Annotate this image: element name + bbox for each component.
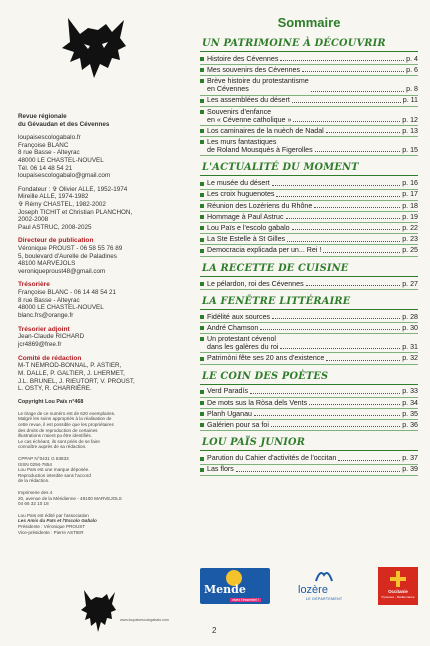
founder-line: Joseph TICHIT et Christian PLANCHON, xyxy=(18,208,133,216)
masthead-column xyxy=(18,14,188,535)
treasurer-block xyxy=(18,281,188,319)
committee-line: L. OSTY, R. CHARRIÈRE. xyxy=(18,385,92,393)
bullet-icon xyxy=(200,129,204,133)
legal-line: des droits de reproduction de certaines xyxy=(18,427,98,433)
email-link[interactable]: loupaisescologabalo@gmail.com xyxy=(18,172,111,180)
revue-line: du Gévaudan et des Cévennes xyxy=(18,120,110,128)
toc-section-junior: LOU PAÏS JUNIOR xyxy=(200,435,418,451)
treasurer-email-link[interactable]: blanc.frs@orange.fr xyxy=(18,312,74,320)
occitanie-name: Occitanie xyxy=(388,589,408,594)
toc-item[interactable]: Souvenirs d'enfance en « Cévenne catholique » p. 12 xyxy=(200,107,418,126)
bullet-icon xyxy=(200,68,204,72)
toc-item[interactable]: André Chamson p. 30 xyxy=(200,323,418,334)
lozere-name: lozère xyxy=(298,584,328,596)
contact-line: 48000 LE CHASTEL-NOUVEL xyxy=(18,156,104,164)
director-line: Véronique PROUST - 06 58 55 76 89 xyxy=(18,245,123,253)
printer-line: Imprimerie des 4 xyxy=(18,489,53,495)
bullet-icon xyxy=(200,182,204,186)
director-line: 5, boulevard d'Aurelle de Paladines xyxy=(18,252,117,260)
printer-block xyxy=(18,490,188,507)
bullet-icon xyxy=(200,57,204,61)
id-line: CPPAP N°0431 G 83833 xyxy=(18,455,69,461)
founders-block xyxy=(18,186,188,232)
director-email-link[interactable]: veroniqueproust48@gmail.com xyxy=(18,267,106,275)
committee-block xyxy=(18,355,188,393)
bullet-icon xyxy=(200,412,204,416)
director-block xyxy=(18,237,188,275)
bullet-icon xyxy=(200,204,204,208)
printer-line: 20, avenue de la Méridienne - 48100 MARVEJOLS xyxy=(18,495,122,501)
legal-line: Le cas échéant, ils sont priés de se faire xyxy=(18,438,100,444)
toc-item[interactable]: De mots sus la Ròsa dels Vents p. 34 xyxy=(200,398,418,409)
treasurer-line: Françoise BLANC - 06 14 48 54 21 xyxy=(18,289,117,297)
founder-line: Paul ASTRUC, 2008-2025 xyxy=(18,223,92,231)
bullet-icon xyxy=(200,238,204,242)
toc-item[interactable]: Les murs fantastiques de Roland Mousquès à Figerolles p. 15 xyxy=(200,137,418,156)
copyright-line: Copyright Lou Païs n°468 xyxy=(18,398,84,405)
contact-line: Françoise BLANC xyxy=(18,141,69,149)
toc-item[interactable]: Las flors p. 39 xyxy=(200,465,418,476)
toc-section-poetes: LE COIN DES POÈTES xyxy=(200,369,418,385)
founder-line: ✞ Rémy CHASTEL, 1982-2002 xyxy=(18,200,106,208)
lozere-subtitle: LE DÉPARTEMENT xyxy=(306,597,343,601)
legal-line: connaître auprès de sa rédaction. xyxy=(18,444,87,450)
bullet-icon xyxy=(200,110,204,114)
treasurer-line: 48000 LE CHASTEL-NOUVEL xyxy=(18,304,104,312)
toc-item[interactable]: Los caminaires de la nuèch de Nadal p. 13 xyxy=(200,126,418,137)
legal-line: illustrations n'aient pu être identifiés. xyxy=(18,433,92,439)
occitanie-logo xyxy=(378,567,418,605)
bullet-icon xyxy=(200,79,204,83)
committee-line: M-T NEMROD-BONNAL, P. ASTIER, xyxy=(18,362,122,370)
revue-subtitle xyxy=(18,113,188,128)
legal-line: cette revue, il est possible que les propriétaires xyxy=(18,422,114,427)
founder-line: Fondateur : ✞ Olivier ALLE, 1952-1974 xyxy=(18,185,128,193)
id-line: Reproduction interdite sans l'accord xyxy=(18,472,91,478)
revue-line: Revue régionale xyxy=(18,113,67,120)
ids-block xyxy=(18,456,188,484)
bullet-icon xyxy=(200,226,204,230)
bullet-icon xyxy=(200,282,204,286)
toc-item[interactable]: Réunion des Lozériens du Rhône p. 18 xyxy=(200,201,418,212)
publisher-line: Les Amis du Païs et l'Escolo Gabalo xyxy=(18,518,97,524)
toc-item[interactable]: Les croix huguenotes p. 17 xyxy=(200,190,418,201)
bullet-icon xyxy=(200,337,204,341)
toc-item[interactable]: Fidélité aux sources p. 28 xyxy=(200,312,418,323)
mende-tagline: vivez l'essentiel ! xyxy=(232,598,259,602)
toc-item[interactable]: Galérien pour sa foi p. 36 xyxy=(200,420,418,431)
director-line: 48100 MARVEJOLS xyxy=(18,260,76,268)
toc-item[interactable]: Mes souvenirs des Cévennes p. 6 xyxy=(200,65,418,76)
toc-item[interactable]: Democracia explicada per un... Rei ! p. 25 xyxy=(200,245,418,256)
bullet-icon xyxy=(200,326,204,330)
publisher-line: Présidente : Véronique PROUST xyxy=(18,523,86,529)
bullet-icon xyxy=(200,193,204,197)
toc-section-litteraire: LA FENÊTRE LITTÉRAIRE xyxy=(200,294,418,310)
id-line: ISSN 0294-7854 xyxy=(18,461,52,467)
assistant-treasurer-block xyxy=(18,326,188,349)
publisher-block xyxy=(18,513,188,535)
mende-name: Mende xyxy=(204,583,246,596)
bullet-icon xyxy=(200,468,204,472)
bullet-icon xyxy=(200,390,204,394)
toc-section-patrimoine: UN PATRIMOINE À DÉCOUVRIR xyxy=(200,36,418,52)
treasurer-title: Trésorière xyxy=(18,281,50,289)
id-line: de la rédaction. xyxy=(18,478,50,484)
lozere-mark-icon xyxy=(314,567,334,583)
contact-line: 8 rue Basse - Alteyrac xyxy=(18,149,80,157)
director-title: Directeur de publication xyxy=(18,237,94,245)
toc-item[interactable]: Verd Paradís p. 33 xyxy=(200,387,418,398)
legal-line: Le tirage de ce numéro est de 620 exemplaires. xyxy=(18,410,116,416)
toc-item[interactable]: La Ste Estelle à St Gilles p. 23 xyxy=(200,234,418,245)
toc-title: Sommaire xyxy=(277,15,341,30)
toc-section-actualite: L'ACTUALITÉ DU MOMENT xyxy=(200,160,418,176)
bullet-icon xyxy=(200,357,204,361)
assistant-treasurer-line: Jean-Claude RICHARD xyxy=(18,333,85,341)
mende-logo xyxy=(200,568,270,604)
publisher-line: Lou Païs est édité par l'association xyxy=(18,512,89,518)
website-link[interactable]: loupaisescologabalo.fr xyxy=(18,134,81,142)
page-number: 2 xyxy=(212,626,217,635)
bullet-icon xyxy=(200,249,204,253)
assistant-treasurer-email-link[interactable]: jcr4869@free.fr xyxy=(18,341,62,349)
occitanie-subtitle: Pyrénées - Méditerranée xyxy=(381,595,415,599)
bullet-icon xyxy=(200,140,204,144)
toc-item[interactable]: Le musée du désert p. 16 xyxy=(200,178,418,189)
toc-item[interactable]: Hommage à Paul Astruc p. 19 xyxy=(200,212,418,223)
sponsor-logos xyxy=(200,566,418,606)
wolf-head-small-icon xyxy=(78,588,118,634)
founder-line: Mireille ALLE, 1974-1982 xyxy=(18,193,89,201)
publisher-line: Vice-présidente : Pierre ASTIER xyxy=(18,529,84,535)
occitan-cross-icon xyxy=(390,571,406,587)
bottom-website-link[interactable]: www.loupaisescologabalo.com xyxy=(120,618,169,622)
toc-item[interactable]: Patrimòni fête ses 20 ans d'existence p. 32 xyxy=(200,353,418,364)
toc-item[interactable]: Brève histoire du protestantisme en Cévennes p. 8 xyxy=(200,76,418,95)
assistant-treasurer-title: Trésorier adjoint xyxy=(18,325,70,333)
toc-item[interactable]: Planh Uganau p. 35 xyxy=(200,409,418,420)
id-line: Lou Païs est une marque déposée. xyxy=(18,467,90,473)
toc-item[interactable]: Le pélardon, roi des Cévennes p. 27 xyxy=(200,279,418,290)
bullet-icon xyxy=(200,99,204,103)
bullet-icon xyxy=(200,401,204,405)
committee-line: J.L. BRUNEL, J. RIEUTORT, V. PROUST, xyxy=(18,377,135,385)
contact-block xyxy=(18,134,188,180)
toc-section-recette: LA RECETTE DE CUISINE xyxy=(200,261,418,277)
toc-column xyxy=(200,14,418,476)
legal-block xyxy=(18,411,188,450)
bullet-icon xyxy=(200,423,204,427)
toc-item[interactable]: Lou Païs e l'escolo gabalo p. 22 xyxy=(200,223,418,234)
committee-title: Comité de rédaction xyxy=(18,354,82,362)
toc-item[interactable]: Un protestant cévenol dans les galères du roi p. 31 xyxy=(200,334,418,353)
legal-line: Malgré les soins appropriés à la réalisation de xyxy=(18,416,112,422)
printer-line: 04 66 32 10 18 xyxy=(18,501,49,507)
wolf-head-logo-icon xyxy=(54,14,134,82)
toc-item[interactable]: Histoire des Cévennes p. 4 xyxy=(200,54,418,65)
bullet-icon xyxy=(200,315,204,319)
toc-item[interactable]: Les assemblées du désert p. 11 xyxy=(200,96,418,107)
contact-line: Tél. 06 14 48 54 21 xyxy=(18,164,73,172)
toc-item[interactable]: Parution du Cahier d'activités de l'occitan p. 37 xyxy=(200,453,418,464)
committee-line: M. DALLE, P. GALTIER, J. LHERMET, xyxy=(18,370,125,378)
bullet-icon xyxy=(200,457,204,461)
lozere-logo xyxy=(292,567,356,605)
bullet-icon xyxy=(200,215,204,219)
treasurer-line: 8 rue Basse - Alteyrac xyxy=(18,296,80,304)
founder-line: 2002-2008 xyxy=(18,216,49,224)
